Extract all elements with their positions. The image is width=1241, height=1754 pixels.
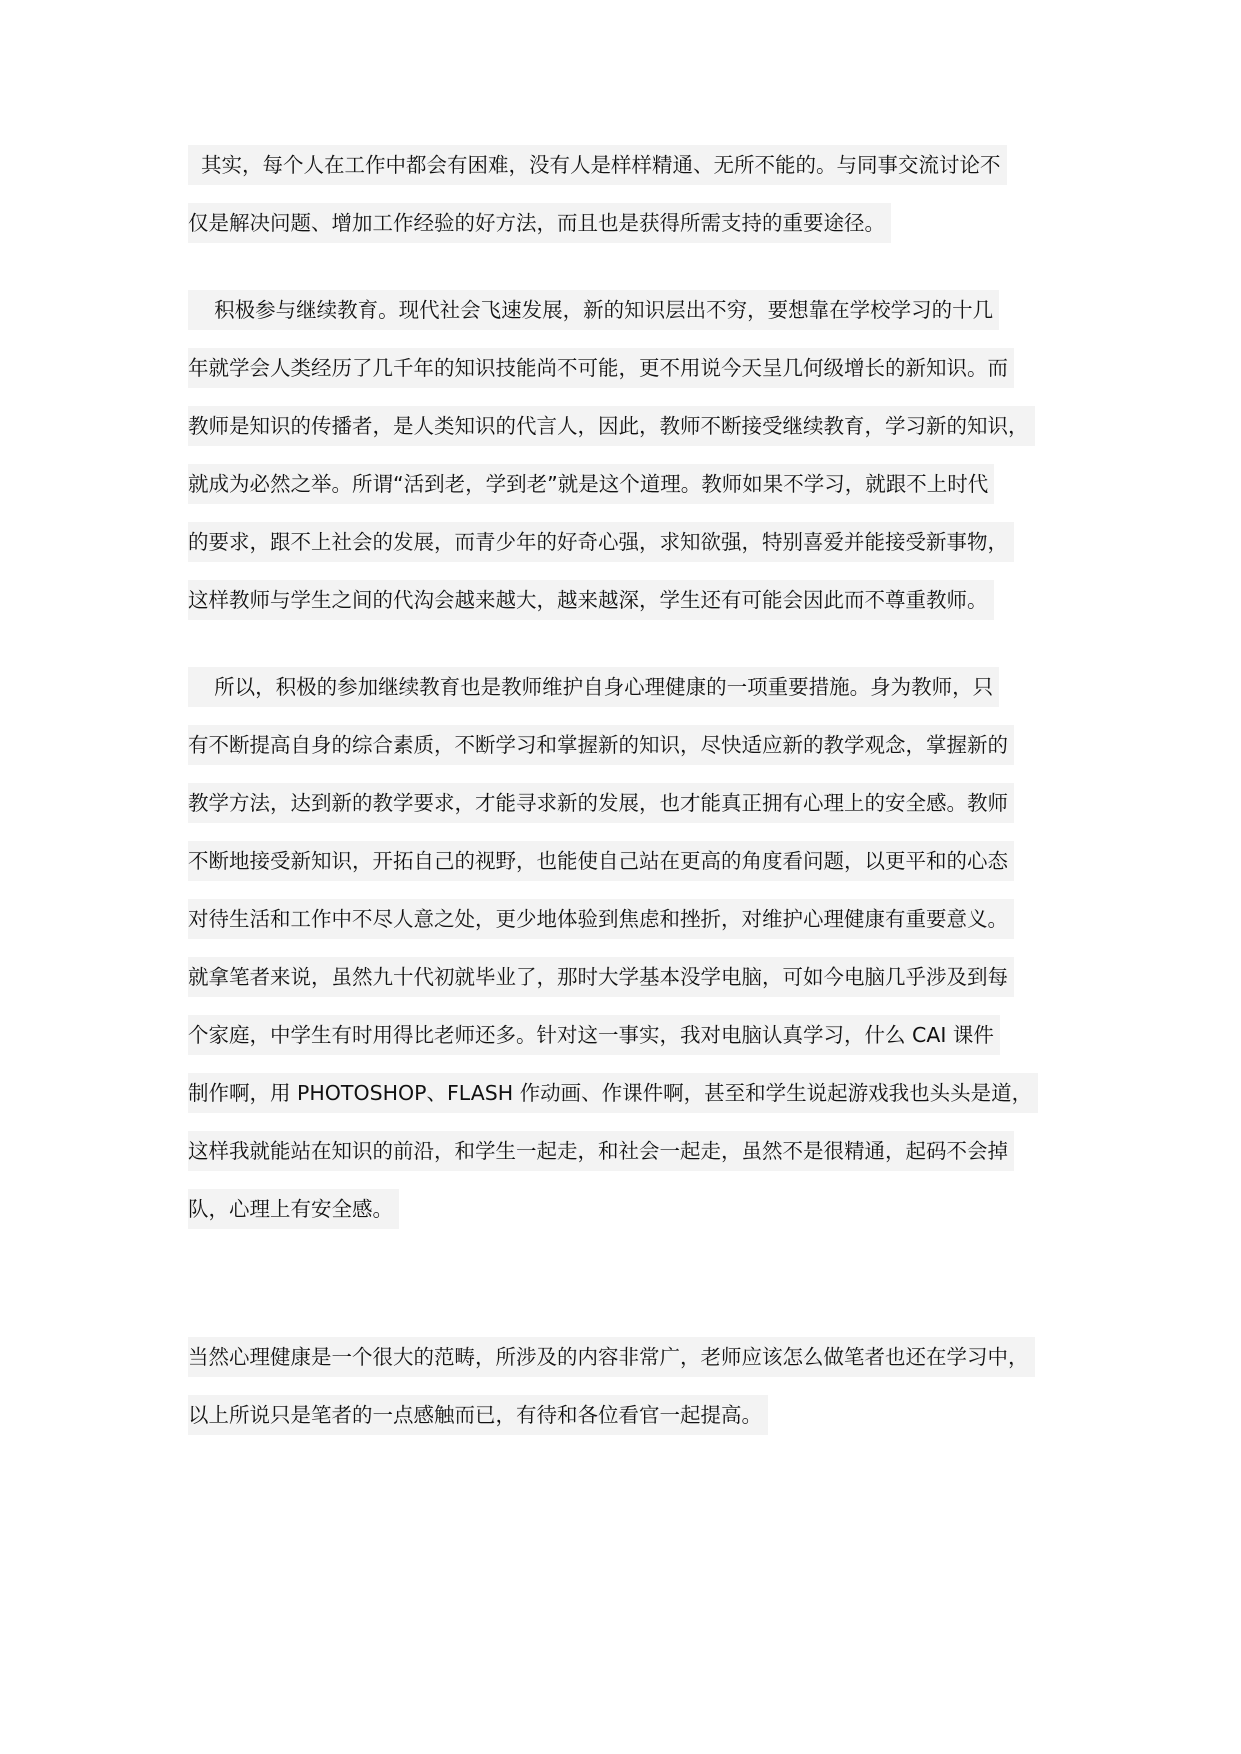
paragraph-4-line-2: 以上所说只是笔者的一点感触而已，有待和各位看官一起提高。 bbox=[188, 1395, 768, 1435]
paragraph-3-line-3: 教学方法，达到新的教学要求，才能寻求新的发展，也才能真正拥有心理上的安全感。教师 bbox=[188, 783, 1014, 823]
paragraph-2-line-3: 教师是知识的传播者，是人类知识的代言人，因此，教师不断接受继续教育，学习新的知识， bbox=[188, 406, 1035, 446]
paragraph-1-line-1: 其实，每个人在工作中都会有困难，没有人是样样精通、无所不能的。与同事交流讨论不 bbox=[188, 145, 1007, 185]
paragraph-2-line-1: 积极参与继续教育。现代社会飞速发展，新的知识层出不穷，要想靠在学校学习的十几 bbox=[188, 290, 999, 330]
paragraph-2-line-4: 就成为必然之举。所谓“活到老，学到老”就是这个道理。教师如果不学习，就跟不上时代 bbox=[188, 464, 994, 504]
paragraph-2-line-6: 这样教师与学生之间的代沟会越来越大，越来越深，学生还有可能会因此而不尊重教师。 bbox=[188, 580, 994, 620]
paragraph-1-line-2: 仅是解决问题、增加工作经验的好方法，而且也是获得所需支持的重要途径。 bbox=[188, 203, 891, 243]
paragraph-3-line-1: 所以，积极的参加继续教育也是教师维护自身心理健康的一项重要措施。身为教师，只 bbox=[188, 667, 999, 707]
paragraph-2-line-2: 年就学会人类经历了几千年的知识技能尚不可能，更不用说今天呈几何级增长的新知识。而 bbox=[188, 348, 1014, 388]
paragraph-3-line-7: 个家庭，中学生有时用得比老师还多。针对这一事实，我对电脑认真学习，什么 CAI 课件 bbox=[188, 1015, 1000, 1055]
paragraph-2-line-5: 的要求，跟不上社会的发展，而青少年的好奇心强，求知欲强，特别喜爱并能接受新事物， bbox=[188, 522, 1014, 562]
paragraph-3-line-10: 队，心理上有安全感。 bbox=[188, 1189, 399, 1229]
paragraph-3-line-6: 就拿笔者来说，虽然九十代初就毕业了，那时大学基本没学电脑，可如今电脑几乎涉及到每 bbox=[188, 957, 1014, 997]
paragraph-3-line-8: 制作啊，用 PHOTOSHOP、FLASH 作动画、作课件啊，甚至和学生说起游戏我也头头是道， bbox=[188, 1073, 1038, 1113]
paragraph-4-line-1: 当然心理健康是一个很大的范畴，所涉及的内容非常广，老师应该怎么做笔者也还在学习中， bbox=[188, 1337, 1035, 1377]
paragraph-3-line-5: 对待生活和工作中不尽人意之处，更少地体验到焦虑和挫折，对维护心理健康有重要意义。 bbox=[188, 899, 1014, 939]
paragraph-3-line-2: 有不断提高自身的综合素质，不断学习和掌握新的知识，尽快适应新的教学观念，掌握新的 bbox=[188, 725, 1014, 765]
paragraph-3-line-4: 不断地接受新知识，开拓自己的视野，也能使自己站在更高的角度看问题，以更平和的心态 bbox=[188, 841, 1014, 881]
paragraph-3-line-9: 这样我就能站在知识的前沿，和学生一起走，和社会一起走，虽然不是很精通，起码不会掉 bbox=[188, 1131, 1014, 1171]
